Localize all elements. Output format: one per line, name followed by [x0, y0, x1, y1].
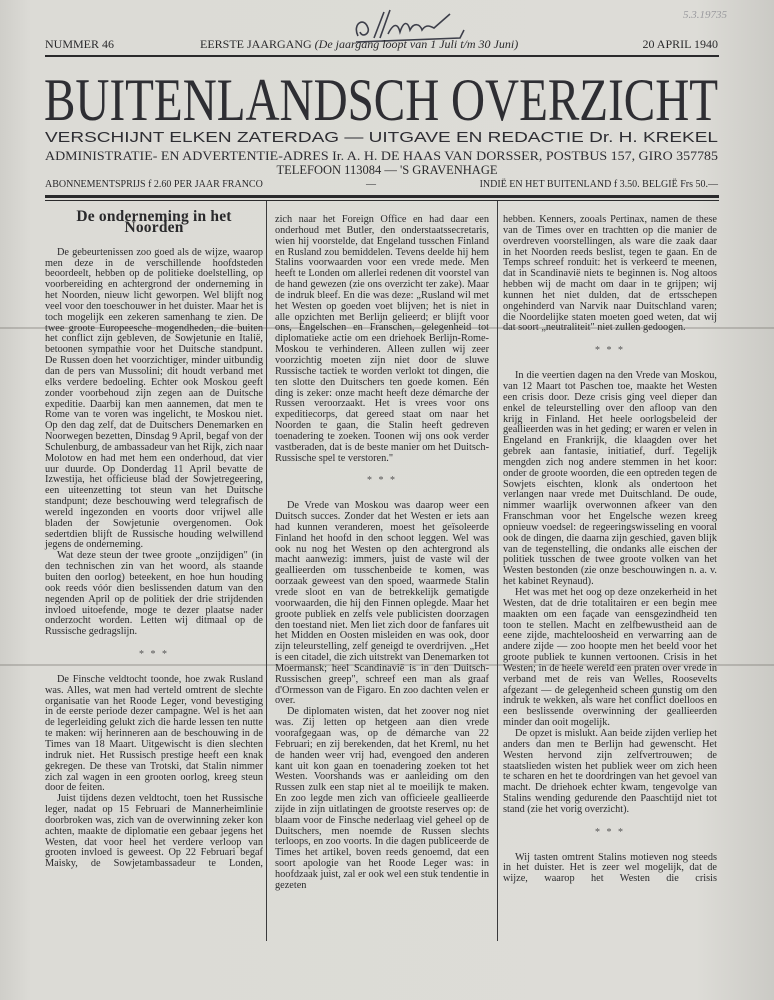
column-1	[45, 208, 263, 870]
thin-rule	[45, 200, 719, 201]
paragraph: In die veertien dagen na den Vrede van Moskou, van 12 Maart tot Paschen toe, maakte het Westen een crisis door. Deze crisis ging veel dieper dan enkel de teleurstelling over den afloop van den krijg in Finland. Het heele oorlogsbeleid der geallieerden was in het geding; er waren er velen in Engeland en Frankrijk, die klaagden over het gebrek aan fantasie, initiatief, durf. Tegelijk mengden zich nog andere stemmen in het koor: onder de groote woorden, die een optreden tegen de Sowjets eischten, klonk als ondertoon het verlangen naar vrede met Duitschland. De oude, nimmer waarlijk overwonnen afkeer van den Franschman voor het Engelsche wezen kreeg opnieuw voedsel: de regeeringswisseling en vooral ook de dingen, die daarna zijn geschied, gaven blijk van de tegenstelling, die ondanks alle eischen der politiek tusschen de twee groote volken van het Westen bestonden (zie onze beschouwingen n. a. v. het kabinet Reynaud).	[503, 370, 717, 588]
paragraph: De Finsche veldtocht toonde, hoe zwak Rusland was. Alles, wat men had verteld omtrent de slechte organisatie van het Roode Leger, vond bevestiging in de eerste periode dezer campagne. Wel is het aan de legerleiding gelukt zich die harde lessen ten nutte te maken: wij herinneren aan de beschouwing in de Times van 18 Maart. Uitgewischt is dien slechten indruk niet. Het Russisch prestige heeft een knak gekregen. De these van Trotski, dat Stalin nimmer zich zal wagen in een grooten oorlog, kreeg steun door de feiten.	[45, 673, 263, 794]
paragraph: Wij tasten omtrent Stalins motieven nog steeds in het duister. Het is zeer wel mogelijk, dat de wijze, waarop het Westen die crisis	[503, 851, 717, 885]
paragraph: De gebeurtenissen zoo goed als de wijze, waarop men deze in de verschillende hoofdsteden beoordeelt, hebben op de politieke doelstelling, op voorbereiding en achtergrond der onderneming in het Noorden, nieuw licht geworpen. Wel blijft nog veel voor den toeschouwer in het duister. Maar het is toch mogelijk een zekeren samenhang te zien. De twee groote Europeesche mogendheden, die buiten het conflict zijn gebleven, de Sowjetunie en Italië, betoonen sympathie voor het Duitsche standpunt. De Russen doen het voorzichtiger, minder uitbundig dan de pers van Mussolini; dit houdt verband met elks verdere bedoeling. Echter ook Moskou geeft zonder voorbehoud zijn zegen aan de Duitsche expeditie. Daarbij kan men aannemen, dat men te Rome van te voren was ingelicht, te Moskou niet. Op den dag zelf, dat de Duitschers Denemarken en Noorwegen bezetten, Dinsdag 9 April, begaf von der Schulenburg, de ambassadeur van het Rijk, zich naar Molotow en had met hem een onderhoud, dat vier uur duurde. Op Donderdag 11 April bevatte de Izwestija, het officieuse blad der Sowjetregeering, een uiteenzetting tot steun van het Duitsche standpunt; deze beschouwing werd telegrafisch de wereld ingezonden en voorts door vrijwel alle bladen der Sowjetunie overgenomen. Ook sedertdien blijft de Russische houding welwillend jegens de onderneming.	[45, 246, 263, 551]
paragraph: De Vrede van Moskou was daarop weer een Duitsch succes. Zonder dat het Westen er iets aan had kunnen veranderen, moest het geïsoleerde Finland het hoofd in den schoot leggen. Wel was ook nu nog het Westen op den achtergrond als macht aanwezig: immers, juist de vaste wil der geallieerden om tusschenbeide te komen, was oorzaak geweest van den spoed, waarmede Stalin vrede sloot en van de betrekkelijk gematigde voorwaarden, die hij den Finnen oplegde. Maar het groote publiek en zelfs vele publicisten doorzagen den toestand niet. Men liet zich door de fanfares uit het Midden en Oosten misleiden en was ook, door zijn teleurstelling, zelf geneigd te overdrijven. „Het is een citadel, die zich uitstrekt van Denemarken tot Moermansk; heel Scandinavië is in den Duitsch-Russischen greep", schreef een man als graaf d'Ormesson van de Figaro. En zoo dachten velen er over.	[275, 500, 489, 707]
subtitle	[45, 127, 719, 147]
volume-note: (De jaargang loopt van 1 Juli t/m 30 Juni)	[314, 37, 519, 51]
paragraph: Juist tijdens dezen veldtocht, toen het Russische leger, nadat op 15 Februari de Mannerheimlinie doorbroken was, zich van de overwinning zeker kon achten, maakte de diplomatie een gebaar jegens het Westen, dat voor heel het verdere verloop van grooten invloed is geweest. Op 22 Februari begaf Maisky, de Sowjetambassadeur te Londen,	[45, 793, 263, 870]
paragraph: Het was met het oog op deze onzekerheid in het Westen, dat de drie totalitairen er een begin mee maakten om een façade van eensgezindheid ten toon te stellen. Macht en zelfbewustheid aan de eene zijde, machteloosheid en verwarring aan de andere zijde — zoo hoopte men het beeld voor het groote publiek te kunnen vertoonen. Crisis in het Westen; in de heele wereld een praten over vrede in verband met de reis van Welles, Roosevelts afgezant — de gelegenheid scheen gunstig om den indruk te wekken, als ware het conflict doelloos en een beslissende overwinning der geallieerden minder dan ooit mogelijk.	[503, 587, 717, 729]
paragraph: De diplomaten wisten, dat het zoover nog niet was. Zij letten op hetgeen aan dien vrede voorafgegaan was, op de démarche van 22 Februari; en zij berekenden, dat het Kreml, nu het de handen weer vrij had, evengoed den anderen kant uit kon gaan en toenadering zoeken tot het Westen. Voorshands was er aanleiding om den Russen zulk een stap niet al te moeilijk te maken. En zoo legde men zich van officieele geallieerde zijde in zijn uitlatingen de grootste reserves op: de blaam voor de Finsche nederlaag viel geheel op de Duitschers, men noemde de Russen slechts terloops, en zoo voorts. In die dagen publiceerde de Times het artikel, boven reeds genoemd, dat een soort apologie van het Roode Leger was: in hoofdzaak juist, zal er ook wel een stuk tendentie in gezeten	[275, 706, 489, 891]
subtitle-text: VERSCHIJNT ELKEN ZATERDAG — UITGAVE EN REDACTIE Dr. H. KREKEL	[45, 129, 718, 146]
title-text: BUITENLANDSCH OVERZICHT	[44, 70, 718, 126]
subscription-price: ABONNEMENTSPRIJS f 2.60 PER JAAR FRANCO	[45, 179, 263, 190]
paragraph: hebben. Kenners, zooals Pertinax, namen de these van de Times over en trachtten op die manier de overdreven voorstellingen, als ware die zaak daar in het Noorden reeds beslist, tegen te gaan. En de Temps schreef ronduit: het is verkeerd te meenen, dat in Scandinavië niets te beginnen is. Nog altoos hebben wij de macht om daar in te grijpen; wij kunnen het niet dulden, dat de ertsschepen ongehinderd van Narvik naar Duitschland varen; die Noordelijke staten moeten goed weten, dat wij dat soort „neutraliteit" niet zullen gedoogen.	[503, 214, 717, 334]
section-separator: * * *	[595, 826, 625, 838]
issue-date: 20 APRIL 1940	[642, 37, 718, 51]
top-rule	[45, 55, 719, 57]
column-divider	[497, 201, 498, 941]
column-3	[503, 215, 717, 885]
paragraph: Wat deze steun der twee groote „onzijdigen" (in den technischen zin van het woord, als staande buiten den oorlog) beteekent, en hoe hun houding ook reeds vóór dien beslissenden datum van den negenden April op de politiek der drie strijdenden invloed uitoefende, moge te dezer plaatse nader onderzocht worden. Letten wij ditmaal op de Russische gedragslijn.	[45, 550, 263, 638]
thick-rule	[45, 195, 719, 198]
separator-dash: —	[366, 179, 376, 190]
foreign-price: INDIË EN HET BUITENLAND f 3.50. BELGIË Frs 50.—	[479, 179, 718, 190]
volume-info	[200, 37, 518, 52]
section-separator: * * *	[595, 345, 625, 357]
column-2	[275, 215, 489, 892]
phone: TELEFOON 113084 — 'S GRAVENHAGE	[276, 163, 498, 177]
issue-number: NUMMER 46	[45, 37, 115, 51]
address-text: ADMINISTRATIE- EN ADVERTENTIE-ADRES Ir. A. H. DE HAAS VAN DORSSER, POSTBUS 157, GIRO 357785	[45, 149, 719, 163]
volume: EERSTE JAARGANG	[200, 37, 312, 51]
paragraph: De opzet is mislukt. Aan beide zijden verliep het anders dan men te Berlijn had gewenscht. Het Westen hervond zijn zelfvertrouwen; de staatslieden wisten het publiek weer om zich heen te scharen en het te doordringen van het gevoel van macht. De driehoek echter kwam, tengevolge van Stalins wending gedurende den Paaschtijd niet tot stand (zie het vorig overzicht).	[503, 727, 717, 815]
section-separator: * * *	[367, 475, 397, 487]
masthead-title	[44, 70, 720, 126]
paragraph: zich naar het Foreign Office en had daar een onderhoud met Butler, den onderstaatssecretaris, wien hij voorstelde, dat Engeland tusschen Finland en Rusland zou bemiddelen. Tevens deelde hij hem Stalins voorwaarden voor een vrede mede. Men heeft te Londen om allerlei redenen dit voorstel van de hand gewezen (zie ons overzicht ter zake). Maar de indruk bleef. En die was deze: „Rusland wil met het Westen op goeden voet blijven; het is niet in alle opzichten met Berlijn gelieerd; er blijft voor ons, Engelschen en Franschen, gelegenheid tot diplomatieke actie om een driehoek Berlijn-Rome-Moskou te verhinderen. Alleen zullen wij zeer voorzichtig moeten zijn niet door de sluwe Russische tactiek te worden verlokt tot dingen, die ten slotte den Duitschers ten goede komen. Eén ding is zeker: onze macht heeft deze démarche der Russen veroorzaakt. Het is vrees voor ons expeditiecorps, dat gereed staat om naar het Noorden te gaan, die Stalin heeft gedreven toenadering te zoeken. Toonen wij ons ook verder vastberaden, dat is de beste manier om het Duitsch-Russische spel te verstoren."	[275, 214, 489, 464]
address	[45, 148, 719, 164]
section-separator: * * *	[139, 649, 169, 661]
article-heading: De onderneming in het Noorden	[76, 208, 232, 236]
column-divider	[266, 201, 267, 941]
pencil-number: 5.3.19735	[683, 9, 727, 21]
